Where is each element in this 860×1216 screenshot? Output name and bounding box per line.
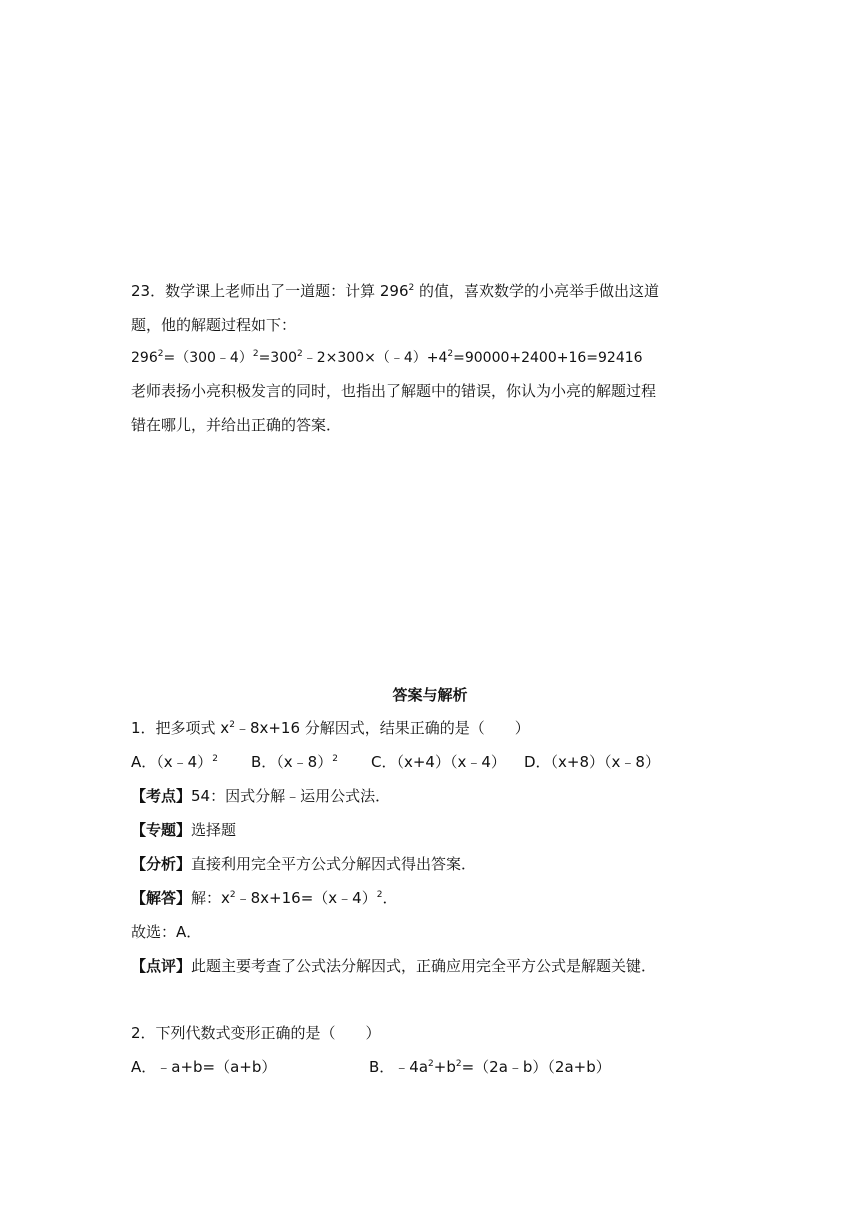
q23-text: 的值，喜欢数学的小亮举手做出这道 xyxy=(414,282,660,300)
q1-stem xyxy=(131,718,530,738)
q2-options xyxy=(131,1057,611,1077)
q1-kaodian xyxy=(131,786,390,806)
eq-superscript: 2 xyxy=(447,349,454,359)
eq-part: =90000+2400+16=92416 xyxy=(453,350,643,366)
q1-choice xyxy=(131,922,201,942)
eq-superscript: 2 xyxy=(252,349,259,359)
option-text: C．（x+4）（x﹣4） xyxy=(371,753,506,771)
q23-line-5 xyxy=(131,415,341,435)
q1-options xyxy=(131,752,660,772)
q23-superscript: 2 xyxy=(408,283,415,293)
option-superscript: 2 xyxy=(455,1059,462,1069)
option-text: B．﹣4a xyxy=(369,1058,429,1076)
fenxi-text: 直接利用完全平方公式分解因式得出答案． xyxy=(191,855,477,873)
eq-part: ﹣2×300×（﹣4）+4 xyxy=(302,350,448,366)
q23-text: 题，他的解题过程如下： xyxy=(131,316,297,334)
answers-heading: 答案与解析 xyxy=(392,686,468,704)
dianping-tag: 【点评】 xyxy=(131,957,192,975)
jieda-superscript: 2 xyxy=(229,890,236,900)
jieda-tag: 【解答】 xyxy=(131,889,192,907)
q1-jieda xyxy=(131,888,397,908)
q1-option-a xyxy=(131,752,251,772)
eq-superscript: 2 xyxy=(157,349,164,359)
q23-line-4 xyxy=(131,381,656,401)
q2-stem-text: 2．下列代数式变形正确的是（ ） xyxy=(131,1024,381,1042)
q23-text: 错在哪儿，并给出正确的答案． xyxy=(131,416,342,434)
eq-part: =（300﹣4） xyxy=(163,350,253,366)
fenxi-tag: 【分析】 xyxy=(131,855,192,873)
jieda-text: ﹣8x+16=（x﹣4） xyxy=(235,889,377,907)
eq-part: 296 xyxy=(131,350,158,366)
q2-stem xyxy=(131,1023,381,1043)
zhuanti-text: 选择题 xyxy=(191,821,237,839)
option-superscript: 2 xyxy=(428,1059,434,1069)
q1-zhuanti xyxy=(131,820,236,840)
eq-superscript: 2 xyxy=(297,349,303,359)
q23-equation xyxy=(131,348,643,368)
q1-superscript: 2 xyxy=(229,720,235,730)
option-text: A．﹣a+b=（a+b） xyxy=(131,1058,277,1076)
q1-dianping xyxy=(131,956,656,976)
jieda-superscript: 2 xyxy=(376,890,383,900)
q1-fenxi xyxy=(131,854,476,874)
q1-option-c xyxy=(371,752,524,772)
eq-part: =300 xyxy=(258,350,298,366)
dianping-text: 此题主要考查了公式法分解因式，正确应用完全平方公式是解题关键． xyxy=(191,957,657,975)
q1-stem-text: 1．把多项式 x xyxy=(131,719,230,737)
jieda-text: 解：x xyxy=(191,889,230,907)
q1-option-b xyxy=(251,752,371,772)
option-superscript: 2 xyxy=(212,754,218,764)
q23-text: 老师表扬小亮积极发言的同时，也指出了解题中的错误，你认为小亮的解题过程 xyxy=(131,382,657,400)
q2-option-a xyxy=(131,1057,369,1077)
q2-option-b xyxy=(369,1057,611,1077)
option-text: D．（x+8）（x﹣8） xyxy=(524,753,660,771)
jieda-text: ． xyxy=(382,889,398,907)
q1-option-d xyxy=(524,752,660,772)
option-text: B．（x﹣8） xyxy=(251,753,333,771)
q23-text: 23．数学课上老师出了一道题：计算 296 xyxy=(131,282,409,300)
zhuanti-tag: 【专题】 xyxy=(131,821,192,839)
option-superscript: 2 xyxy=(332,754,338,764)
option-text: +b xyxy=(433,1058,456,1076)
kaodian-tag: 【考点】 xyxy=(131,787,192,805)
option-text: =（2a﹣b）（2a+b） xyxy=(461,1058,611,1076)
option-text: A．（x﹣4） xyxy=(131,753,213,771)
q23-line-1 xyxy=(131,281,659,301)
kaodian-text: 54：因式分解﹣运用公式法． xyxy=(191,787,391,805)
q1-stem-text: ﹣8x+16 分解因式，结果正确的是（ ） xyxy=(234,719,530,737)
choice-text: 故选：A． xyxy=(131,923,202,941)
q23-line-2 xyxy=(131,315,296,335)
